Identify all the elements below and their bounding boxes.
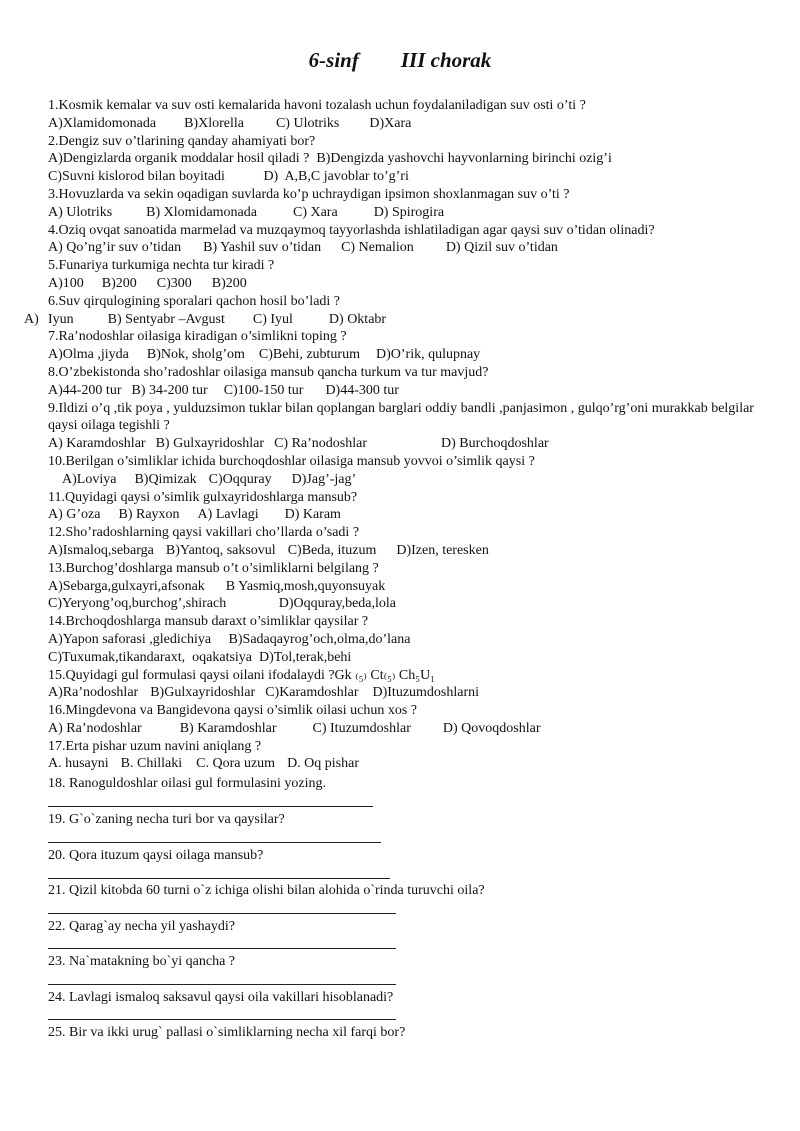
answer-line[interactable]	[48, 1019, 396, 1020]
option: A)100	[48, 275, 84, 291]
option: D) Oktabr	[328, 311, 387, 327]
answer-options	[48, 382, 778, 400]
option: C) Ituzumdoshlar	[312, 720, 411, 736]
grade-label: 6-sinf	[308, 48, 359, 72]
answer-line[interactable]	[48, 948, 396, 949]
question-text: 17.Erta pishar uzum navini aniqlang ?	[48, 738, 262, 754]
option: B) Karamdoshlar	[179, 720, 277, 736]
answer-options	[48, 684, 778, 702]
option: D)Ituzumdoshlarni	[372, 685, 480, 701]
option: B) Rayxon	[118, 507, 180, 523]
option: C)Behi, zubturum	[258, 347, 360, 363]
answer-options	[48, 435, 778, 453]
option: C)Oqquray	[208, 471, 272, 487]
option: B)200	[101, 275, 137, 291]
question-text: 6.Suv qirqulogining sporalari qachon hosil bo’ladi ?	[48, 293, 341, 309]
option: B) 34-200 tur	[131, 382, 208, 398]
option: B)Xlorella	[184, 115, 244, 131]
option: D) Qovoqdoshlar	[442, 720, 541, 736]
open-question: 19. G`o`zaning necha turi bor va qaysilar?	[48, 812, 285, 827]
option: D)44-300 tur	[325, 382, 399, 398]
option: B)Nok, sholg’om	[146, 347, 245, 363]
answer-line[interactable]	[48, 878, 390, 879]
open-question: 24. Lavlagi ismaloq saksavul qaysi oila vakillari hisoblanadi?	[48, 990, 394, 1005]
answer-line[interactable]	[48, 806, 373, 807]
page-title	[0, 48, 800, 73]
question-text: 13.Burchog’doshlarga mansub o’t o’simliklarni belgilang ?	[48, 560, 379, 576]
question-text: 15.Quyidagi gul formulasi qaysi oilani ifodalaydi ?Gk ₍₅₎ Ct₍₅₎ Ch₅U₁	[48, 667, 436, 683]
option: A) Lavlagi	[197, 507, 259, 523]
option: A)Loviya	[62, 471, 117, 487]
answer-options: A)Yapon saforasi ,gledichiya B)Sadaqayrog’och,olma,do’lana	[48, 631, 411, 647]
option: B)Yantoq, saksovul	[165, 542, 276, 558]
answer-options	[48, 542, 778, 560]
option: B) Xlomidamonada	[146, 204, 257, 220]
option: B) Yashil suv o’tidan	[203, 240, 322, 256]
option: D. Oq pishar	[287, 756, 359, 772]
option: C) Xara	[292, 204, 338, 220]
option: B)Qimizak	[134, 471, 197, 487]
open-question: 20. Qora ituzum qaysi oilaga mansub?	[48, 848, 264, 863]
option: B)200	[211, 275, 247, 291]
term-label: III chorak	[400, 48, 492, 72]
question-text: 14.Brchoqdoshlarga mansub daraxt o’simliklar qaysilar ?	[48, 614, 369, 630]
answer-options	[48, 239, 778, 257]
option: D)Jag’-jag’	[291, 471, 357, 487]
answer-options	[48, 506, 778, 524]
option-marker: A)	[24, 311, 39, 327]
open-question: 25. Bir va ikki urug` pallasi o`simliklarning necha xil farqi bor?	[48, 1025, 406, 1040]
open-question: 23. Na`matakning bo`yi qancha ?	[48, 954, 235, 969]
question-text: 5.Funariya turkumiga nechta tur kiradi ?	[48, 258, 275, 274]
option: B)Gulxayridoshlar	[150, 685, 256, 701]
option: C) Ulotriks	[275, 115, 340, 131]
option: C)Karamdoshlar	[265, 685, 359, 701]
question-text: 2.Dengiz suv o’tlarining qanday ahamiyati bor?	[48, 133, 316, 149]
option: C)Beda, ituzum	[287, 542, 377, 558]
option: C. Qora uzum	[196, 756, 276, 772]
question-text: 9.Ildizi o’q ,tik poya , yulduzsimon tuklar bilan qoplangan barglari oddiy bandli ,panjasimon , gulqo’rg’oni murakkab belgilar qaysi oilaga tegishli ?	[48, 400, 754, 434]
question-text: 16.Mingdevona va Bangidevona qaysi o’simlik oilasi uchun xos ?	[48, 703, 418, 719]
option: D) Spirogira	[373, 204, 445, 220]
question-list	[24, 97, 778, 773]
option: A)44-200 tur	[48, 382, 122, 398]
question-text: 8.O’zbekistonda sho’radoshlar oilasiga mansub qancha turkum va tur mavjud?	[48, 364, 489, 380]
answer-options: A)Dengizlarda organik moddalar hosil qiladi ? B)Dengizda yashovchi hayvonlarning birinchi ozig’i	[48, 151, 612, 167]
answer-options: A)Sebarga,gulxayri,afsonak B Yasmiq,mosh,quyonsuyak	[48, 578, 386, 594]
open-question: 21. Qizil kitobda 60 turni o`z ichiga olishi bilan alohida o`rinda turuvchi oila?	[48, 883, 485, 898]
answer-options	[48, 204, 778, 222]
option: D)Xara	[369, 115, 412, 131]
option: C) Nemalion	[341, 240, 414, 256]
question-text: 12.Sho’radoshlarning qaysi vakillari cho’llarda o’sadi ?	[48, 525, 360, 541]
open-question: 18. Ranoguldoshlar oilasi gul formulasini yozing.	[48, 776, 327, 791]
option: A) Ra’nodoshlar	[48, 720, 142, 736]
answer-options: C)Tuxumak,tikandaraxt, oqakatsiya D)Tol,terak,behi	[48, 649, 352, 665]
question-text: 4.Oziq ovqat sanoatida marmelad va muzqaymoq tayyorlashda ishlatiladigan agar qaysi suv o’tidan olinadi?	[48, 222, 655, 238]
option: C)100-150 tur	[223, 382, 304, 398]
answer-options	[48, 115, 778, 133]
option: A) Karamdoshlar	[48, 436, 146, 452]
answer-options: C)Yeryong’oq,burchog’,shirach D)Oqquray,beda,lola	[48, 596, 396, 612]
option: D)O’rik, qulupnay	[375, 347, 481, 363]
option: Iyun	[48, 311, 74, 327]
question-text: 11.Quyidagi qaysi o’simlik gulxayridoshlarga mansub?	[48, 489, 358, 505]
option: A) Qo’ng’ir suv o’tidan	[48, 240, 182, 256]
answer-options	[48, 471, 778, 489]
option: D) Qizil suv o’tidan	[445, 240, 558, 256]
option: A. husayni	[48, 756, 109, 772]
answer-line[interactable]	[48, 984, 396, 985]
question-text: 3.Hovuzlarda va sekin oqadigan suvlarda ko’p uchraydigan ipsimon shoxlanmagan suv o’ti ?	[48, 186, 570, 202]
option: A)Ismaloq,sebarga	[48, 542, 154, 558]
answer-options	[48, 346, 778, 364]
answer-line[interactable]	[48, 842, 381, 843]
option: C)300	[156, 275, 192, 291]
option: B) Gulxayridoshlar	[155, 436, 265, 452]
option: D) Burchoqdoshlar	[441, 436, 549, 452]
answer-options	[48, 275, 778, 293]
option: C) Iyul	[252, 311, 293, 327]
answer-options	[48, 755, 778, 773]
option: C) Ra’nodoshlar	[274, 436, 367, 452]
option: D) Karam	[284, 507, 341, 523]
option: A)Ra’nodoshlar	[48, 685, 139, 701]
question-text: 10.Berilgan o’simliklar ichida burchoqdoshlar oilasiga mansub yovvoi o’simlik qaysi ?	[48, 453, 535, 469]
option: B) Sentyabr –Avgust	[107, 311, 225, 327]
answer-line[interactable]	[48, 913, 396, 914]
open-question: 22. Qarag`ay necha yil yashaydi?	[48, 919, 235, 934]
option: A) Ulotriks	[48, 204, 113, 220]
answer-options	[48, 720, 778, 738]
answer-options	[24, 311, 778, 329]
option: B. Chillaki	[120, 756, 183, 772]
option: A) G’oza	[48, 507, 101, 523]
question-text: 1.Kosmik kemalar va suv osti kemalarida havoni tozalash uchun foydalaniladigan suv osti o’ti ?	[48, 98, 586, 113]
option: D)Izen, teresken	[396, 542, 489, 558]
option: A)Olma ,jiyda	[48, 347, 129, 363]
option: A)Xlamidomonada	[48, 115, 157, 131]
question-text: 7.Ra’nodoshlar oilasiga kiradigan o’simlikni toping ?	[48, 329, 347, 345]
answer-options: C)Suvni kislorod bilan boyitadi D) A,B,C javoblar to’g’ri	[48, 169, 409, 185]
